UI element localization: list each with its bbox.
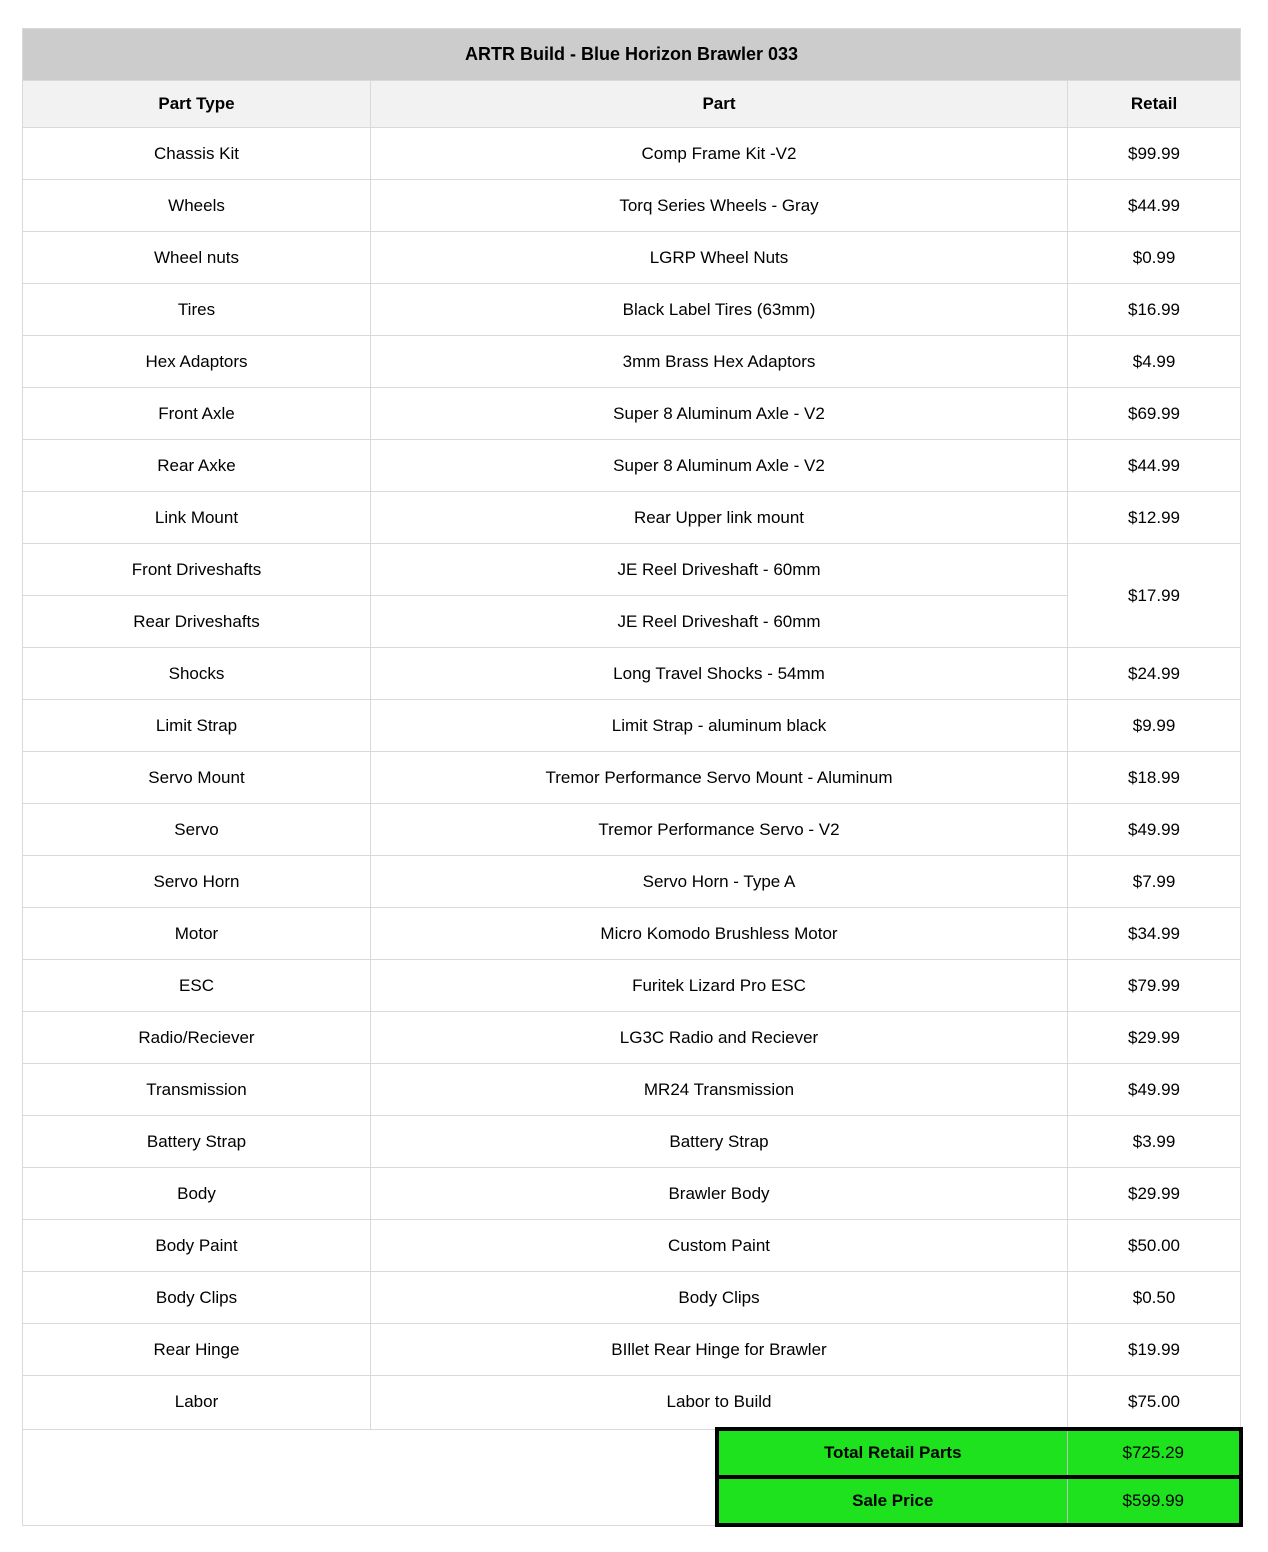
sale-price-label: Sale Price	[717, 1477, 1068, 1525]
table-row	[23, 1272, 1241, 1324]
column-header-retail: Retail	[1068, 81, 1241, 128]
part-type-cell: Front Axle	[23, 388, 371, 440]
column-header-part-type: Part Type	[23, 81, 371, 128]
retail-cell: $19.99	[1068, 1324, 1241, 1376]
part-type-cell: Chassis Kit	[23, 128, 371, 180]
retail-cell: $79.99	[1068, 960, 1241, 1012]
table-row	[23, 804, 1241, 856]
title-row	[23, 29, 1241, 81]
part-cell: Tremor Performance Servo Mount - Aluminum	[371, 752, 1068, 804]
table-row	[23, 960, 1241, 1012]
part-type-cell: Limit Strap	[23, 700, 371, 752]
part-cell: Limit Strap - aluminum black	[371, 700, 1068, 752]
part-type-cell: Transmission	[23, 1064, 371, 1116]
part-cell: Battery Strap	[371, 1116, 1068, 1168]
table-row	[23, 856, 1241, 908]
retail-cell: $99.99	[1068, 128, 1241, 180]
retail-cell: $49.99	[1068, 1064, 1241, 1116]
table-row	[23, 648, 1241, 700]
part-type-cell: Front Driveshafts	[23, 544, 371, 596]
retail-cell: $24.99	[1068, 648, 1241, 700]
table-row	[23, 180, 1241, 232]
part-cell: LGRP Wheel Nuts	[371, 232, 1068, 284]
part-type-cell: Rear Hinge	[23, 1324, 371, 1376]
part-type-cell: Link Mount	[23, 492, 371, 544]
part-cell: Brawler Body	[371, 1168, 1068, 1220]
part-type-cell: Body Clips	[23, 1272, 371, 1324]
total-retail-value: $725.29	[1068, 1429, 1241, 1477]
part-cell: Super 8 Aluminum Axle - V2	[371, 440, 1068, 492]
column-header-part: Part	[371, 81, 1068, 128]
table-row	[23, 284, 1241, 336]
part-type-cell: Rear Driveshafts	[23, 596, 371, 648]
retail-cell: $44.99	[1068, 180, 1241, 232]
part-type-cell: Battery Strap	[23, 1116, 371, 1168]
table-row	[23, 752, 1241, 804]
part-cell: Micro Komodo Brushless Motor	[371, 908, 1068, 960]
parts-table	[22, 28, 1243, 1527]
part-type-cell: Hex Adaptors	[23, 336, 371, 388]
table-row	[23, 1012, 1241, 1064]
column-header-row	[23, 81, 1241, 128]
part-cell: Custom Paint	[371, 1220, 1068, 1272]
retail-cell: $0.99	[1068, 232, 1241, 284]
retail-cell: $69.99	[1068, 388, 1241, 440]
retail-cell: $50.00	[1068, 1220, 1241, 1272]
table-row	[23, 596, 1241, 648]
part-cell: LG3C Radio and Reciever	[371, 1012, 1068, 1064]
table-row	[23, 908, 1241, 960]
part-type-cell: Body Paint	[23, 1220, 371, 1272]
retail-cell: $34.99	[1068, 908, 1241, 960]
part-cell: Rear Upper link mount	[371, 492, 1068, 544]
retail-cell: $4.99	[1068, 336, 1241, 388]
part-cell: Comp Frame Kit -V2	[371, 128, 1068, 180]
part-cell: 3mm Brass Hex Adaptors	[371, 336, 1068, 388]
footer-empty-cell	[23, 1429, 717, 1525]
retail-cell: $17.99	[1068, 544, 1241, 648]
table-row	[23, 1168, 1241, 1220]
table-row	[23, 1064, 1241, 1116]
retail-cell: $29.99	[1068, 1012, 1241, 1064]
table-row	[23, 1376, 1241, 1430]
part-type-cell: Servo Horn	[23, 856, 371, 908]
part-cell: Tremor Performance Servo - V2	[371, 804, 1068, 856]
retail-cell: $9.99	[1068, 700, 1241, 752]
retail-cell: $0.50	[1068, 1272, 1241, 1324]
part-type-cell: Shocks	[23, 648, 371, 700]
part-cell: JE Reel Driveshaft - 60mm	[371, 596, 1068, 648]
part-cell: Labor to Build	[371, 1376, 1068, 1430]
part-type-cell: Servo	[23, 804, 371, 856]
part-type-cell: Radio/Reciever	[23, 1012, 371, 1064]
retail-cell: $12.99	[1068, 492, 1241, 544]
part-cell: Super 8 Aluminum Axle - V2	[371, 388, 1068, 440]
part-cell: JE Reel Driveshaft - 60mm	[371, 544, 1068, 596]
table-row	[23, 336, 1241, 388]
retail-cell: $29.99	[1068, 1168, 1241, 1220]
part-type-cell: Wheels	[23, 180, 371, 232]
part-type-cell: Servo Mount	[23, 752, 371, 804]
part-type-cell: Tires	[23, 284, 371, 336]
retail-cell: $7.99	[1068, 856, 1241, 908]
retail-cell: $18.99	[1068, 752, 1241, 804]
part-type-cell: Wheel nuts	[23, 232, 371, 284]
table-row	[23, 388, 1241, 440]
part-cell: Torq Series Wheels - Gray	[371, 180, 1068, 232]
part-type-cell: Motor	[23, 908, 371, 960]
table-title: ARTR Build - Blue Horizon Brawler 033	[23, 29, 1241, 81]
table-row	[23, 492, 1241, 544]
part-cell: Black Label Tires (63mm)	[371, 284, 1068, 336]
total-retail-label: Total Retail Parts	[717, 1429, 1068, 1477]
part-cell: Servo Horn - Type A	[371, 856, 1068, 908]
table-row	[23, 1324, 1241, 1376]
table-row	[23, 1220, 1241, 1272]
table-row	[23, 440, 1241, 492]
retail-cell: $49.99	[1068, 804, 1241, 856]
part-cell: Body Clips	[371, 1272, 1068, 1324]
table-row	[23, 232, 1241, 284]
retail-cell: $44.99	[1068, 440, 1241, 492]
sale-price-value: $599.99	[1068, 1477, 1241, 1525]
part-type-cell: Rear Axke	[23, 440, 371, 492]
retail-cell: $16.99	[1068, 284, 1241, 336]
part-cell: MR24 Transmission	[371, 1064, 1068, 1116]
part-cell: Furitek Lizard Pro ESC	[371, 960, 1068, 1012]
part-cell: Long Travel Shocks - 54mm	[371, 648, 1068, 700]
table-row	[23, 128, 1241, 180]
retail-cell: $3.99	[1068, 1116, 1241, 1168]
retail-cell: $75.00	[1068, 1376, 1241, 1430]
table-row	[23, 544, 1241, 596]
part-cell: BIllet Rear Hinge for Brawler	[371, 1324, 1068, 1376]
total-retail-row	[23, 1429, 1241, 1477]
part-type-cell: Labor	[23, 1376, 371, 1430]
table-row	[23, 700, 1241, 752]
table-row	[23, 1116, 1241, 1168]
part-type-cell: Body	[23, 1168, 371, 1220]
part-type-cell: ESC	[23, 960, 371, 1012]
